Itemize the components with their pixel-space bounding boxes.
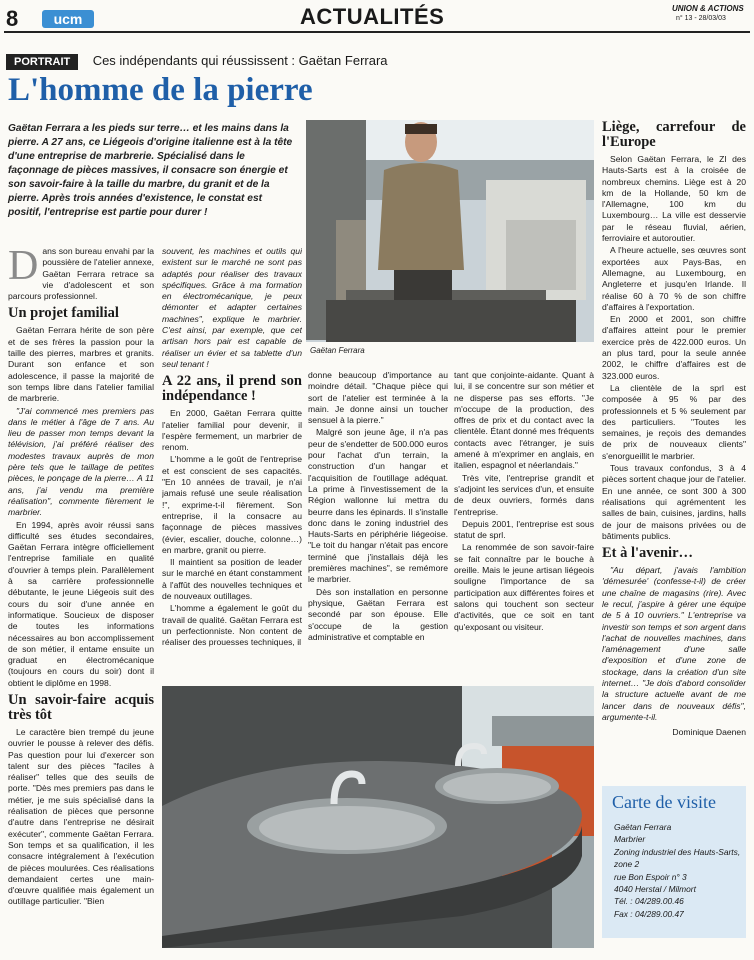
card-lines <box>602 821 746 920</box>
card-city: 4040 Herstal / Milmort <box>614 884 696 895</box>
author: Dominique Daenen <box>672 727 746 738</box>
card-phone: Tél. : 04/289.00.46 <box>614 896 684 907</box>
intro-text: ans son bureau envahi par la poussière de l'atelier annexe, Gaëtan Ferrara retrace sa vie d'adolescent et son parcours professionnel. <box>8 246 154 302</box>
paragraph: A l'heure actuelle, ses œuvres sont exportées aux Pays-Bas, en Allemagne, au Luxembourg, en Angleterre et jusqu'en Irlande. Il réalise 60 à 70 % de son chiffre d'affaires à l'exportation. <box>602 245 746 312</box>
double-sink-image <box>162 686 594 948</box>
lead-paragraph: Gaëtan Ferrara a les pieds sur terre… et les mains dans la pierre. A 27 ans, ce Liégeois d'origine italienne est à la tête d'une entreprise de marbrerie. Spécialisé dans le façonnage de pièces massives, il consacre son énergie et son savoir-faire à la taille du marbre, du granit et de la pierre. Après trois années d'existence, le constat est positif, l'entreprise est partie pour durer ! <box>8 123 293 218</box>
article-title: L'homme de la pierre <box>8 72 313 108</box>
page-header <box>0 0 754 36</box>
paragraph: En 1994, après avoir réussi sans difficulté ses études secondaires, Gaëtan Ferrara intègre officiellement l'entreprise familiale en qualité d'ouvrier à temps plein. Parallèlement à sa carrière professionnelle débutante, le jeune Liégeois suit des cours du soir d'une année en informatique. Soucieux de disposer de toutes les informations nécessaires au bon accomplissement de son métier, il entame ensuite un graduat en électromécanique (toujours en cours du soir) dont il obtient le diplôme en 1998. <box>8 519 154 688</box>
column-5 <box>602 120 746 790</box>
paragraph: Le caractère bien trempé du jeune ouvrier le pousse à relever des défis. Pas question pour lui d'exercer son talent sur des pièces "faciles à réaliser" telles que des seuils de porte. "Dès mes premiers pas dans le métier, je me suis spécialisé dans la réalisation de pièces que personne d'autre dans l'entreprise ne désirait exécuter", commente Gaëtan Ferrara. Son temps et sa qualification, il les consacre intégralement à l'exécution de pièces moulurées. Ces réalisations demandaient certes une main-d'œuvre qualifiée mais également un outillage particulier. "Bien <box>8 726 154 907</box>
card-profession: Marbrier <box>614 834 646 845</box>
paragraph: Depuis 2001, l'entreprise est sous statut de sprl. <box>454 518 594 541</box>
ucm-logo: ucm <box>42 10 94 28</box>
subheading-savoir-faire: Un savoir-faire acquis très tôt <box>8 691 154 723</box>
paragraph: La renommée de son savoir-faire se fait connaître par le bouche à oreille. Mais le jeune artisan liégeois souligne l'importance de sa participation aux différentes foires et salons qui touchent son secteur d'activités, que ce soit en tant qu'exposant ou visiteur. <box>454 542 594 632</box>
quote-paragraph: "J'ai commencé mes premiers pas dans le métier à l'âge de 7 ans. Au lieu de passer mon temps devant la télévision, j'ai préféré réaliser des modestes travaux auprès de mon père tels que le taillage de petites pièces, le ponçage de la pierre… A 11 ans, j'ai vendu ma première réalisation", commente fièrement le marbrier. <box>8 405 154 518</box>
section-title: ACTUALITÉS <box>300 4 445 29</box>
portrait-photo <box>306 120 594 342</box>
subheading-independance: A 22 ans, il prend son indépendance ! <box>162 373 302 405</box>
kicker-text: Ces indépendants qui réussissent : Gaëtan Ferrara <box>92 53 388 68</box>
paragraph: L'homme a également le goût du travail de qualité. Gaëtan Ferrara est un perfectionniste. Non content de réaliser des prouesses techniques, il <box>162 603 302 648</box>
paragraph: donne beaucoup d'importance au moindre détail. "Chaque pièce qui sort de l'atelier est terminée à la main. Je donne ainsi un toucher sensuel à la pierre." <box>308 370 448 426</box>
paragraph: Malgré son jeune âge, il n'a pas peur de s'endetter de 500.000 euros pour l'achat d'un terrain, la construction d'un hangar et l'acquisition de l'outillage adéquat. La prime à l'investissement de la Région wallonne lui mettra du beurre dans les épinards. Il s'installe donc dans le zoning industriel des Hauts-Sarts en périphérie liégeoise. "Le toit du hangar n'était pas encore terminé que j'installais déjà les premières machines", se remémore le marbrier. <box>308 427 448 585</box>
subheading-projet-familial: Un projet familial <box>8 305 119 322</box>
paragraph: Selon Gaëtan Ferrara, le ZI des Hauts-Sarts est à la croisée de nombreux chemins. Liège est à 20 km de la Hollande, 50 km de l'Allemagne, 100 km du Luxembourg… La ville est desservie par le réseau fluvial, aérien, ferroviaire et autoroutier. <box>602 154 746 244</box>
paragraph: Il maintient sa position de leader sur le marché en étant constamment à l'affût des nouvelles techniques et de nouveaux outillages. <box>162 557 302 602</box>
dropcap: D <box>8 246 39 289</box>
brand-logo: UNION & ACTIONS <box>672 4 744 13</box>
paragraph: En 2000 et 2001, son chiffre d'affaires atteint pour le premier exercice près de 422.000 euros. Un an plus tard, pour la seule année 2002, le chiffre d'affaires est de 323.000 euros. <box>602 314 746 381</box>
subheading-liege: Liège, carrefour de l'Europe <box>602 120 746 150</box>
column-2 <box>162 246 302 682</box>
quote-paragraph: "Au départ, j'avais l'ambition 'démesurée' (confesse-t-il) de créer une chaîne de magasins (rire). Avec le recul, j'aspire à gérer une équipe de 5 à 10 ouvriers." L'entreprise va investir son temps et son argent dans l'achat de nouvelles machines, dans l'aménagement d'une salle d'exposition et d'une zone de stockage, dans la création d'un site internet… "Je dois d'abord consolider la structure actuelle avant de me lancer dans de nouveaux défis", argumente-t-il. <box>602 565 746 722</box>
header-rule <box>4 31 750 33</box>
card-fax: Fax : 04/289.00.47 <box>614 908 684 919</box>
paragraph: La clientèle de la sprl est composée à 95 % par des professionnels et 5 % seulement par des particuliers. "Toutes les semaines, je reçois des demandes de prix de nouveaux clients" s'enorgueillit le marbrier. <box>602 382 746 461</box>
paragraph: Gaëtan Ferrara hérite de son père et de ses frères la passion pour la taille des pierres, marbres et granits. Durant son enfance et son adolescence, il passe la majorité de son temps libre dans l'atelier familial de marbrerie. <box>8 325 154 404</box>
business-card <box>602 786 746 938</box>
dropcap-paragraph <box>8 246 154 302</box>
column-1 <box>8 246 154 942</box>
quote-paragraph: souvent, les machines et outils qui existent sur le marché ne sont pas adaptés pour réaliser des travaux spécifiques. Grâce à ma formation en électromécanique, je peux démonter et adapter certaines machines", explique le marbrier. C'est ainsi, par exemple, que cet artisan hors pair est capable de réaliser un évier et sa tablette d'un seul tenant ! <box>162 246 302 369</box>
subheading-avenir: Et à l'avenir… <box>602 545 694 562</box>
paragraph: Dès son installation en personne physique, Gaëtan Ferrara est secondé par son épouse. Elle s'occupe de la gestion administrative et comptable en <box>308 586 448 642</box>
column-3 <box>308 370 448 682</box>
page-number: 8 <box>6 6 19 31</box>
portrait-tag: PORTRAIT <box>6 54 78 70</box>
card-title: Carte de visite <box>612 792 716 812</box>
issue-number: n° 13 - 28/03/03 <box>676 15 726 22</box>
column-4 <box>454 370 594 682</box>
card-name: Gaëtan Ferrara <box>614 822 672 832</box>
card-street: rue Bon Espoir n° 3 <box>614 871 687 882</box>
sink-photo <box>162 686 594 948</box>
paragraph: Tous travaux confondus, 3 à 4 pièces sortent chaque jour de l'atelier. En une année, ce sont 300 à 300 réalisations qui agrémentent les salles de bain, cuisines, jardins, halls de jour de maisons privées ou de bâtiments publics. <box>602 463 746 541</box>
marble-workshop-image <box>306 120 594 342</box>
paragraph: En 2000, Gaëtan Ferrara quitte l'atelier familial pour devenir, il l'espère fermement, un marbrier de renom. <box>162 408 302 453</box>
paragraph: L'homme a le goût de l'entreprise et est conscient de ses capacités. "En 10 années de travail, je n'ai jamais refusé une seule réalisation !", exprime-t-il fièrement. Son entreprise, il la consacre au façonnage de pièces massives (évier, escalier, douche, colonne…) en marbre, granit ou pierre. <box>162 454 302 555</box>
paragraph: tant que conjointe-aidante. Quant à lui, il se concentre sur son métier et ne disperse pas ses efforts. "Je m'occupe de la production, des offres de prix et du contact avec la clientèle. Étant donné mes fréquents contacts avec l'étranger, je suis amené à m'exprimer en anglais, en italien, espagnol et néerlandais." <box>454 370 594 471</box>
photo-caption: Gaëtan Ferrara <box>310 346 365 355</box>
paragraph: Très vite, l'entreprise grandit et s'adjoint les services d'un, et ensuite de deux ouvriers, formés dans l'entreprise. <box>454 472 594 517</box>
kicker <box>6 52 746 72</box>
card-zoning: Zoning industriel des Hauts-Sarts, zone 2 <box>614 846 741 870</box>
